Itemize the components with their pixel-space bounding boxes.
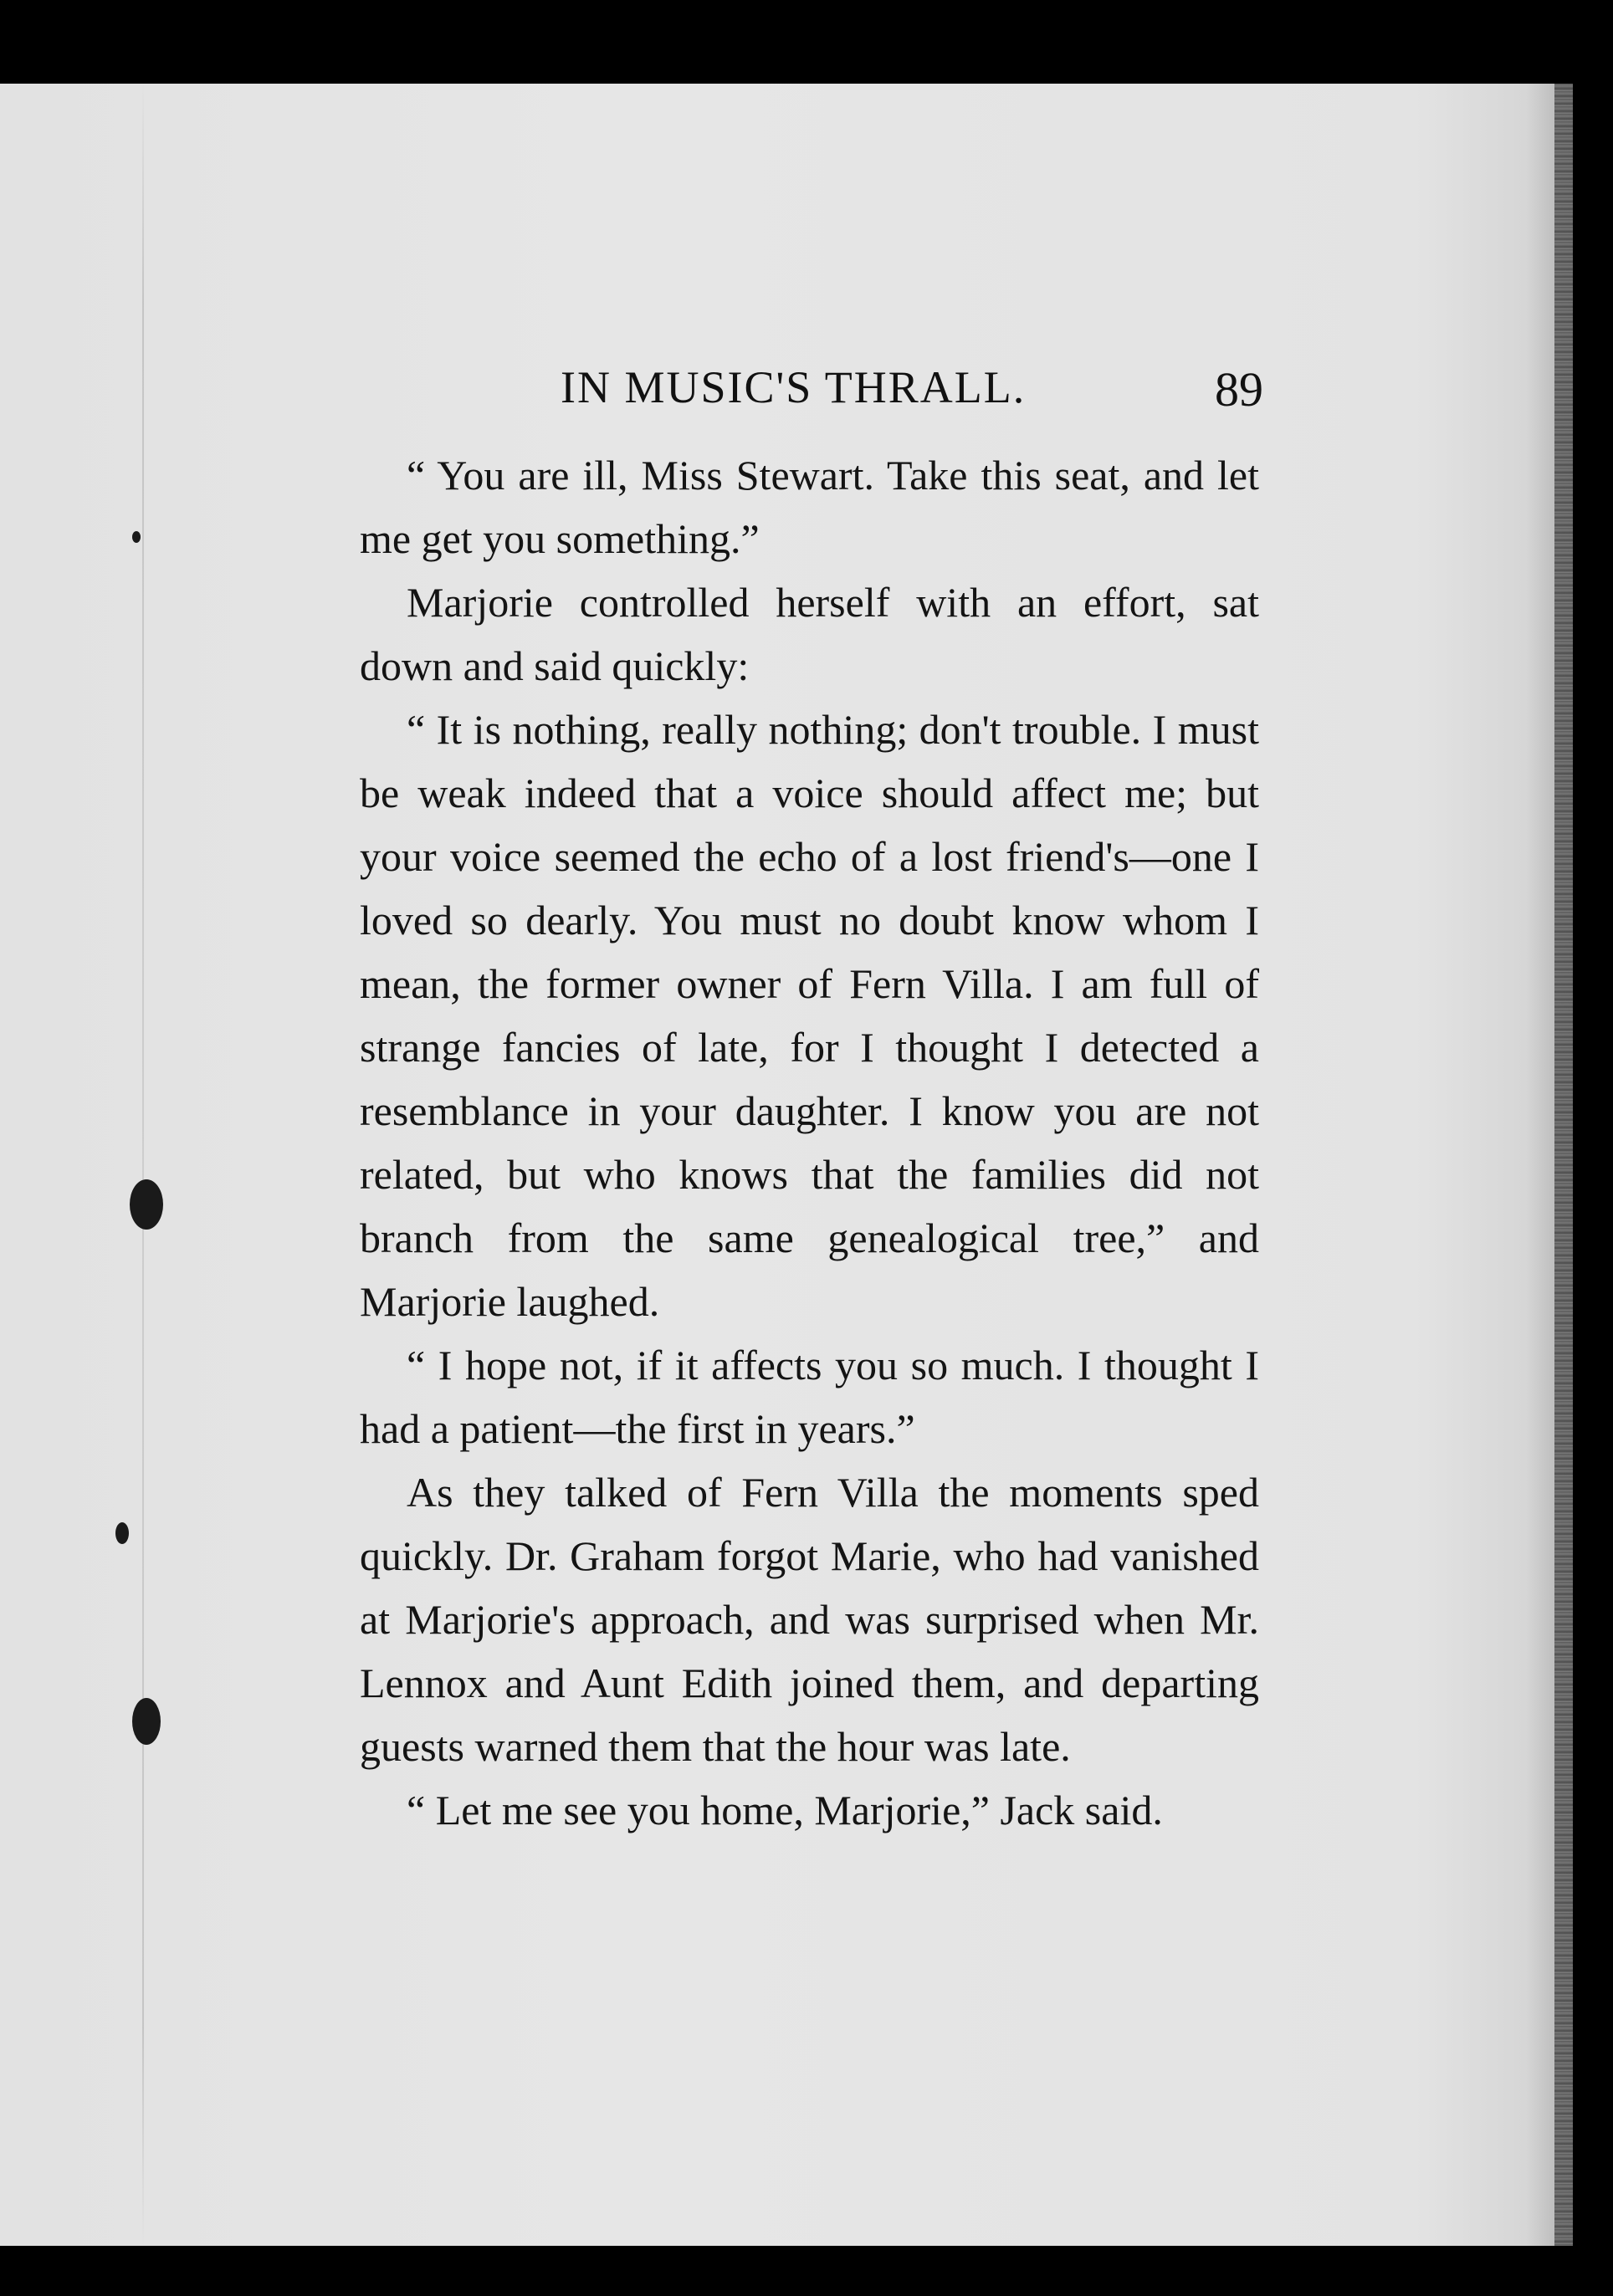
body-text — [360, 443, 1259, 1842]
page-edge-shadow — [1554, 84, 1573, 2246]
paragraph: “ Let me see you home, Marjorie,” Jack said. — [407, 1787, 1163, 1833]
paragraph: “ It is nothing, really nothing; don't trouble. I must be weak indeed that a voice should affect me; but your voice seemed the echo of a lost friend's—one I loved so dearly. You must no doubt know whom I mean, the former owner of Fern Villa. I am full of strange fancies of late, for I thought I detected a resemblance in your daughter. I know you are not related, but who knows that the families did not branch from the same genealogical tree,” and Marjorie laughed. — [360, 706, 1259, 1325]
ink-blot — [132, 1698, 161, 1745]
book-page — [0, 84, 1573, 2246]
paragraph: “ You are ill, Miss Stewart. Take this seat, and let me get you something.” — [360, 452, 1259, 562]
ink-blot — [130, 1179, 163, 1230]
running-title: IN MUSIC'S THRALL. — [561, 362, 1027, 412]
page-number: 89 — [1215, 362, 1263, 417]
paragraph: “ I hope not, if it affects you so much. I thought I had a patient—the first in years.” — [360, 1342, 1259, 1452]
paragraph: As they talked of Fern Villa the moments sped quickly. Dr. Graham forgot Marie, who had vanished at Marjorie's approach, and was surprised when Mr. Lennox and Aunt Edith joined them, and departing guests warned them that the hour was late. — [360, 1469, 1259, 1770]
ink-blot — [115, 1522, 129, 1544]
gutter-line — [142, 84, 144, 2246]
paragraph: Marjorie controlled herself with an effort, sat down and said quickly: — [360, 579, 1259, 689]
ink-speck — [132, 531, 141, 543]
page-header — [561, 361, 1263, 420]
